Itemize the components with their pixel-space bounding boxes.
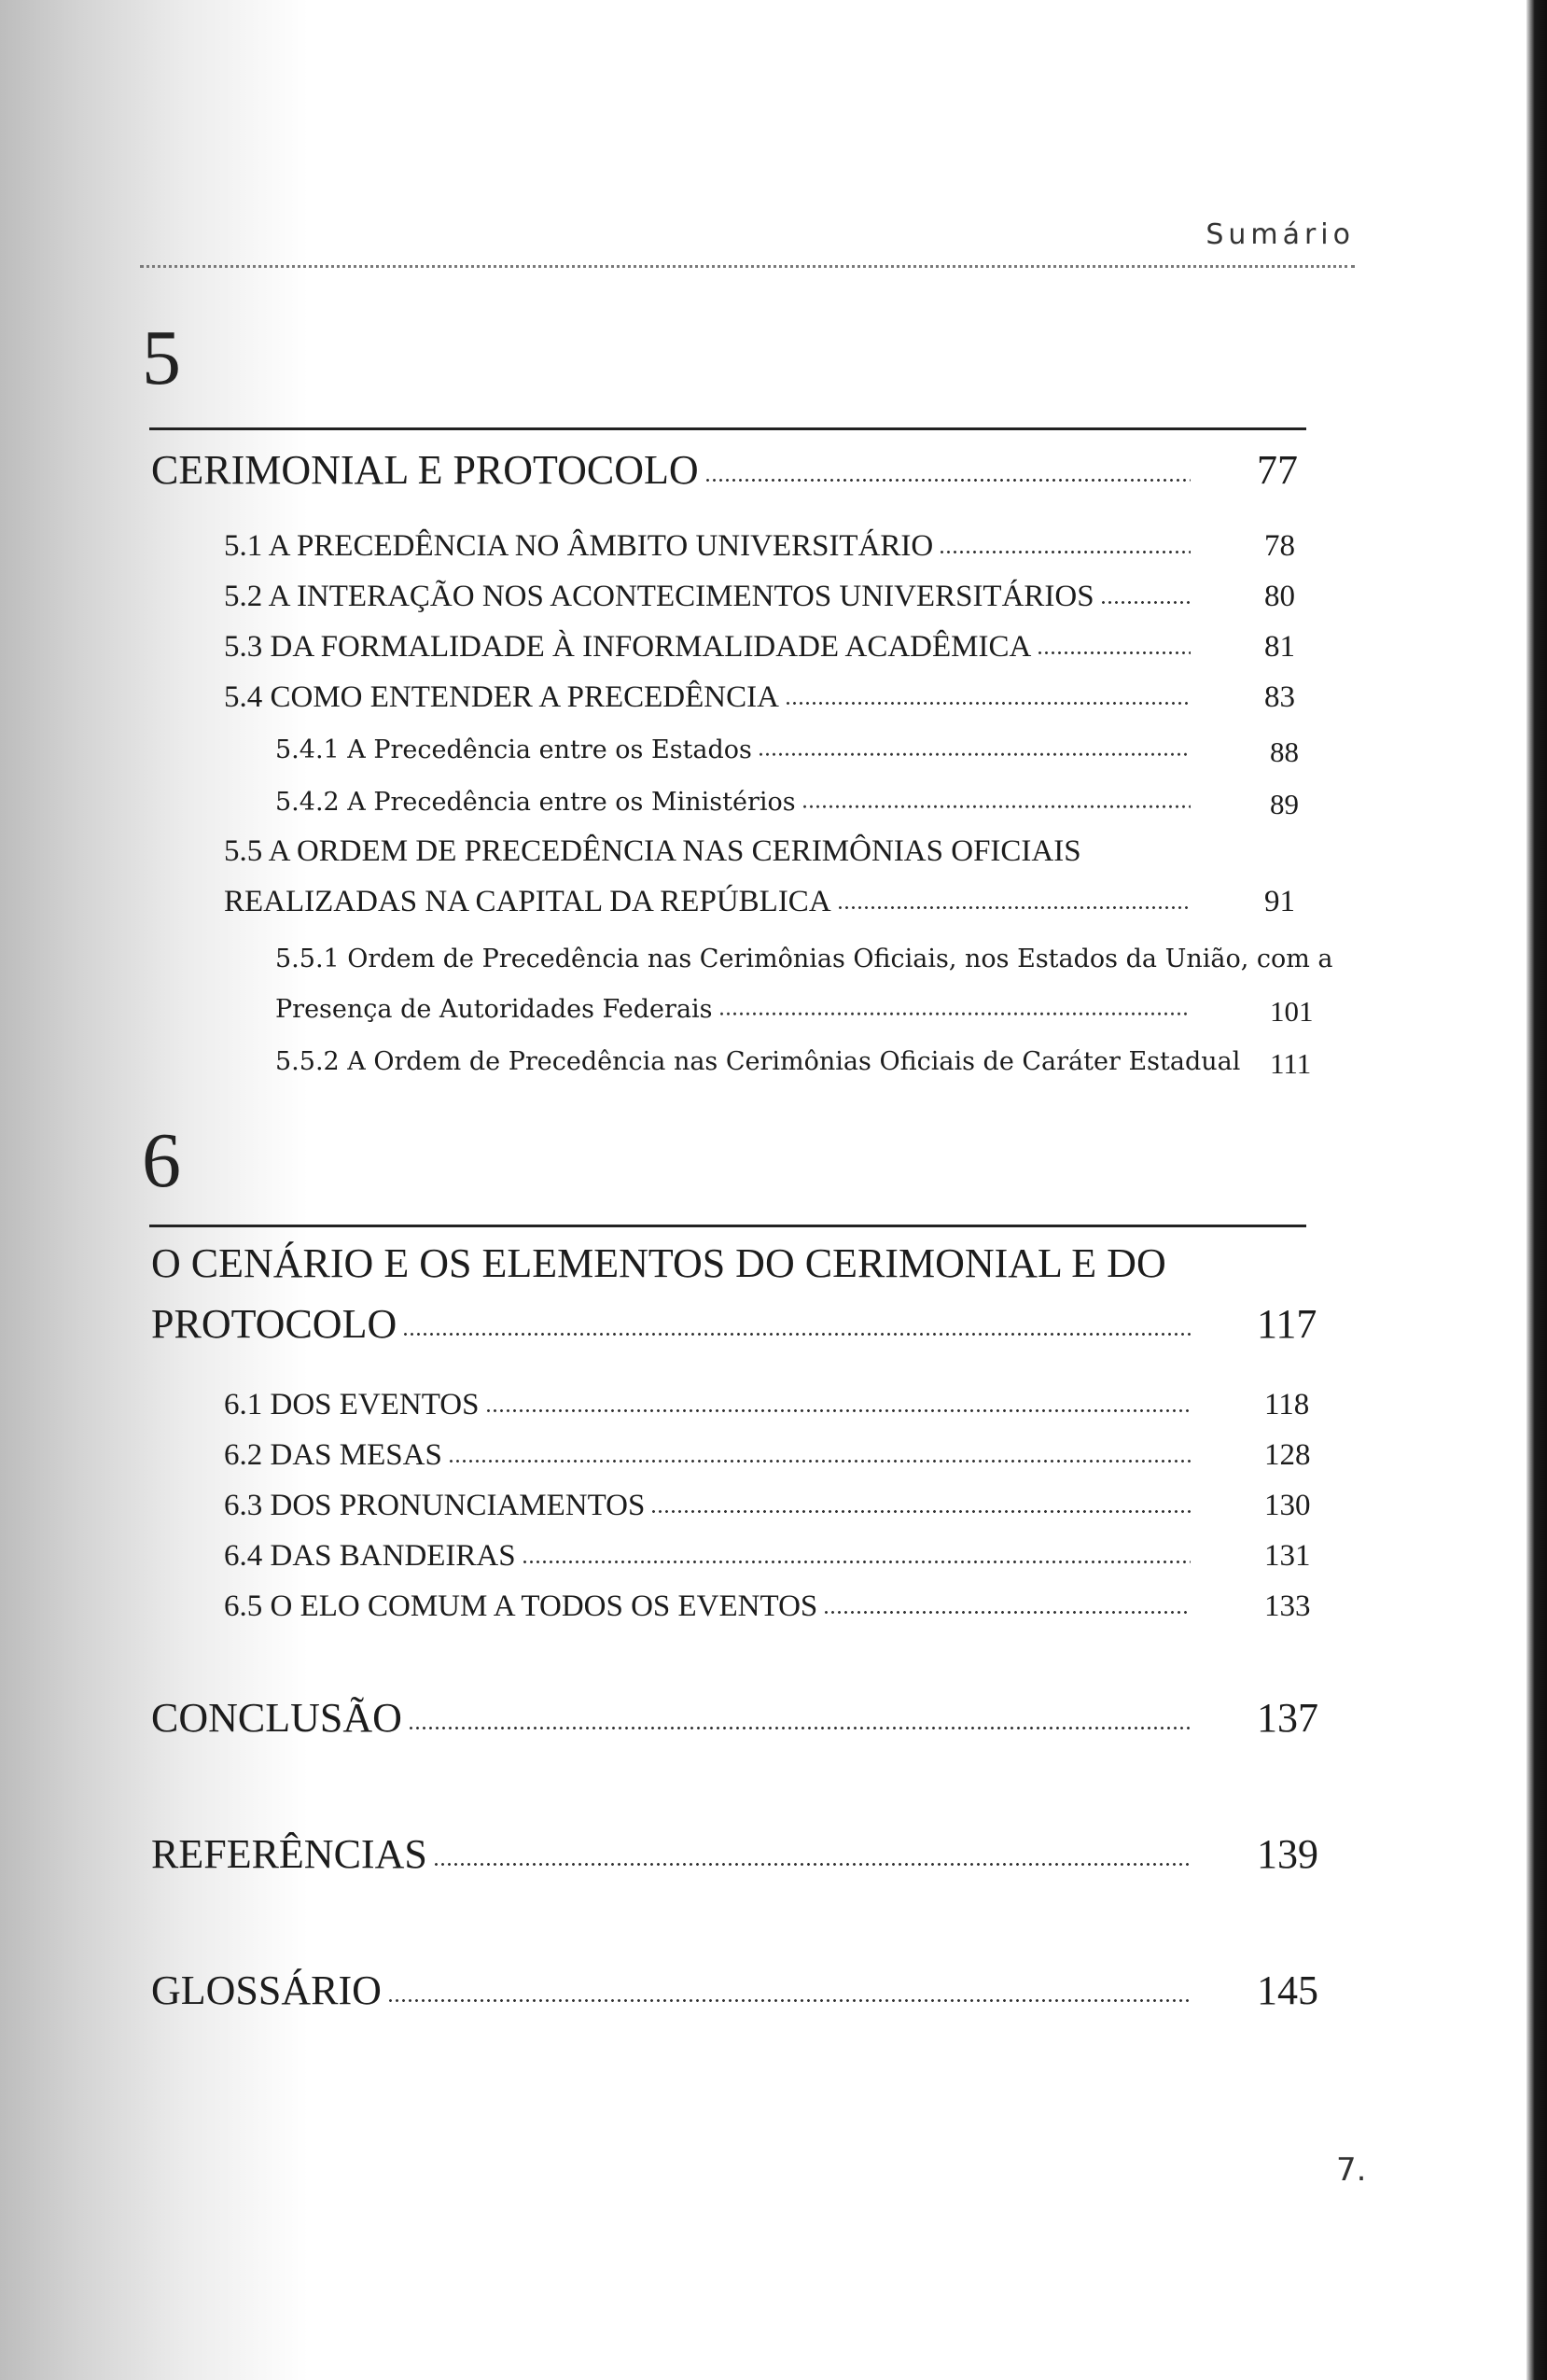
- toc-entry-subsection[interactable]: [275, 1047, 1312, 1080]
- toc-entry-title: 6.4 DAS BANDEIRAS: [224, 1539, 516, 1573]
- toc-entry-back-matter[interactable]: [151, 1694, 1318, 1742]
- dot-leader: [801, 804, 1191, 810]
- toc-entry-page: 78: [1264, 529, 1295, 563]
- dot-leader: [704, 473, 1191, 483]
- toc-entry-section[interactable]: [224, 630, 1295, 665]
- toc-entry-section[interactable]: [224, 885, 1295, 919]
- chapter-number: 5: [142, 315, 181, 401]
- toc-entry-title: GLOSSÁRIO: [151, 1967, 382, 2013]
- toc-entry-title: 6.1 DOS EVENTOS: [224, 1388, 480, 1421]
- dot-leader: [718, 1011, 1191, 1017]
- page-number: 7.: [1336, 2151, 1367, 2189]
- toc-entry-section[interactable]: [224, 680, 1295, 715]
- toc-entry-page: 137: [1257, 1695, 1318, 1741]
- toc-entry-title-line[interactable]: O CENÁRIO E OS ELEMENTOS DO CERIMONIAL E DO: [151, 1240, 1166, 1286]
- toc-entry-page: 83: [1264, 680, 1295, 714]
- toc-entry-page: 145: [1257, 1967, 1318, 2013]
- chapter-rule: [149, 427, 1306, 430]
- toc-entry-page: 80: [1264, 580, 1295, 613]
- toc-entry-page: 117: [1257, 1301, 1317, 1347]
- toc-entry-title: 6.2 DAS MESAS: [224, 1438, 442, 1472]
- dot-leader: [1100, 598, 1191, 606]
- dot-leader: [448, 1457, 1191, 1464]
- toc-entry-page: 111: [1270, 1047, 1312, 1080]
- toc-entry-title: PROTOCOLO: [151, 1301, 397, 1347]
- toc-entry-section[interactable]: [224, 1539, 1311, 1574]
- dot-leader: [1037, 649, 1191, 656]
- dot-leader: [485, 1407, 1192, 1414]
- toc-entry-title: CONCLUSÃO: [151, 1695, 402, 1741]
- dot-leader: [402, 1327, 1191, 1337]
- toc-entry-section[interactable]: [224, 529, 1295, 564]
- toc-entry-page: 128: [1264, 1438, 1311, 1472]
- toc-entry-subsection[interactable]: [275, 788, 1299, 820]
- toc-entry-back-matter[interactable]: [151, 1830, 1318, 1878]
- toc-entry-page: 88: [1270, 735, 1299, 768]
- toc-entry-page: 131: [1264, 1539, 1311, 1573]
- toc-entry-page: 139: [1257, 1831, 1318, 1877]
- toc-entry-page: 130: [1264, 1489, 1311, 1522]
- toc-entry-title: 5.5.2 A Ordem de Precedência nas Cerimônias Oficiais de Caráter Estadual: [275, 1047, 1241, 1076]
- toc-entry-title: 5.4.1 A Precedência entre os Estados: [275, 735, 752, 764]
- toc-entry-title: 5.4.2 A Precedência entre os Ministérios: [275, 788, 796, 817]
- toc-entry-section[interactable]: [224, 1388, 1310, 1422]
- toc-entry-chapter[interactable]: [151, 1300, 1317, 1348]
- dot-leader: [785, 699, 1191, 707]
- running-head-title: Sumário: [1206, 218, 1355, 251]
- dot-leader: [939, 548, 1191, 555]
- toc-entry-title-line[interactable]: 5.5.1 Ordem de Precedência nas Cerimônias Oficiais, nos Estados da União, com a: [275, 945, 1333, 973]
- toc-entry-section[interactable]: [224, 1438, 1311, 1473]
- dot-leader: [650, 1507, 1191, 1515]
- chapter-number: 6: [142, 1117, 181, 1204]
- dot-leader: [408, 1721, 1191, 1731]
- toc-entry-page: 89: [1270, 788, 1299, 820]
- toc-entry-title: CERIMONIAL E PROTOCOLO: [151, 447, 699, 493]
- dot-leader: [522, 1558, 1191, 1565]
- toc-entry-page: 101: [1270, 995, 1314, 1028]
- toc-entry-title: REALIZADAS NA CAPITAL DA REPÚBLICA: [224, 885, 831, 918]
- toc-entry-chapter[interactable]: [151, 446, 1298, 494]
- toc-entry-subsection[interactable]: [275, 735, 1299, 768]
- toc-entry-page: 133: [1264, 1589, 1311, 1623]
- toc-entry-title: 6.3 DOS PRONUNCIAMENTOS: [224, 1489, 646, 1522]
- dot-leader: [433, 1857, 1191, 1868]
- scan-edge: [1526, 0, 1547, 2380]
- toc-entry-title: REFERÊNCIAS: [151, 1831, 427, 1877]
- toc-entry-title: 5.3 DA FORMALIDADE À INFORMALIDADE ACADÊMICA: [224, 630, 1032, 664]
- toc-entry-title: Presença de Autoridades Federais: [275, 995, 713, 1024]
- toc-entry-section[interactable]: [224, 1589, 1311, 1624]
- toc-entry-section[interactable]: [224, 580, 1295, 614]
- toc-entry-page: 77: [1257, 447, 1298, 493]
- dot-leader: [823, 1608, 1191, 1616]
- toc-entry-title-line[interactable]: 5.5 A ORDEM DE PRECEDÊNCIA NAS CERIMÔNIAS OFICIAIS: [224, 834, 1081, 868]
- toc-entry-title: 6.5 O ELO COMUM A TODOS OS EVENTOS: [224, 1589, 818, 1623]
- toc-entry-title: 5.2 A INTERAÇÃO NOS ACONTECIMENTOS UNIVERSITÁRIOS: [224, 580, 1094, 613]
- chapter-rule: [149, 1225, 1306, 1227]
- dot-leader: [387, 1994, 1191, 2004]
- toc-entry-subsection[interactable]: [275, 995, 1314, 1028]
- toc-entry-section[interactable]: [224, 1489, 1311, 1523]
- toc-entry-title: 5.1 A PRECEDÊNCIA NO ÂMBITO UNIVERSITÁRIO: [224, 529, 934, 563]
- toc-entry-title: 5.4 COMO ENTENDER A PRECEDÊNCIA: [224, 680, 779, 714]
- dot-leader: [758, 751, 1191, 758]
- running-head: [140, 215, 1355, 268]
- dot-leader: [837, 903, 1191, 911]
- toc-entry-page: 91: [1264, 885, 1295, 918]
- toc-entry-page: 118: [1264, 1388, 1310, 1421]
- toc-entry-page: 81: [1264, 630, 1295, 664]
- toc-entry-back-matter[interactable]: [151, 1967, 1318, 2014]
